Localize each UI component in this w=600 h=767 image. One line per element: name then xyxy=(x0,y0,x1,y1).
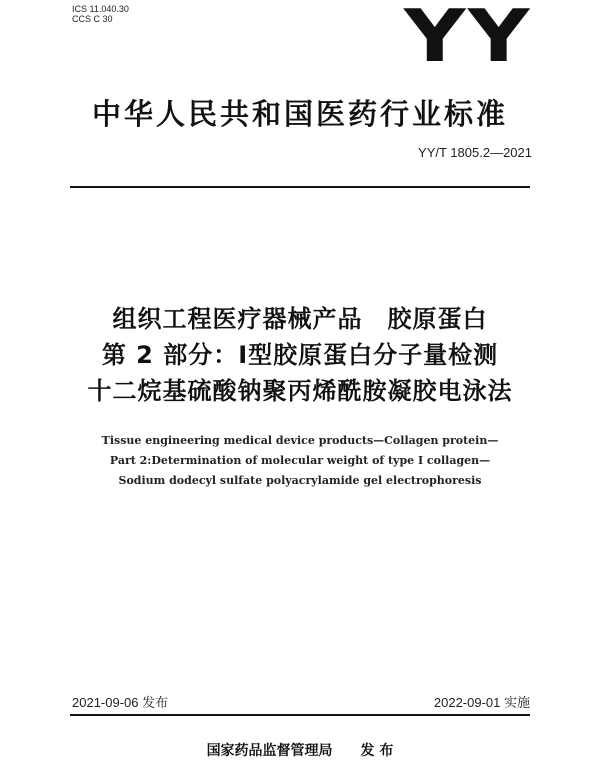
title-zh-line-3: 十二烷基硫酸钠聚丙烯酰胺凝胶电泳法 xyxy=(87,377,513,405)
header-divider xyxy=(70,186,530,188)
ics-code: ICS 11.040.30 xyxy=(72,4,129,14)
title-zh-line-1: 组织工程医疗器械产品 胶原蛋白 xyxy=(112,305,488,333)
ccs-code: CCS C 30 xyxy=(72,14,113,24)
implement-date: 2022-09-01 实施 xyxy=(433,695,530,710)
title-en-line-1: Tissue engineering medical device products—Collagen protein— xyxy=(101,434,499,447)
title-zh-line-2: 第 2 部分：Ⅰ型胶原蛋白分子量检测 xyxy=(101,341,499,369)
classification-codes xyxy=(72,4,129,24)
issue-date: 2021-09-06 发布 xyxy=(72,695,169,710)
standard-name: 中华人民共和国医药行业标准 xyxy=(91,97,508,131)
footer-divider xyxy=(70,714,530,716)
yy-logo: YY xyxy=(404,0,532,78)
standard-number: YY/T 1805.2—2021 xyxy=(418,145,532,160)
issuer: 国家药品监督管理局 发 布 xyxy=(206,743,394,759)
title-en-line-2: Part 2:Determination of molecular weight of type Ⅰ collagen— xyxy=(109,454,491,467)
title-en-line-3: Sodium dodecyl sulfate polyacrylamide gel electrophoresis xyxy=(118,474,482,487)
